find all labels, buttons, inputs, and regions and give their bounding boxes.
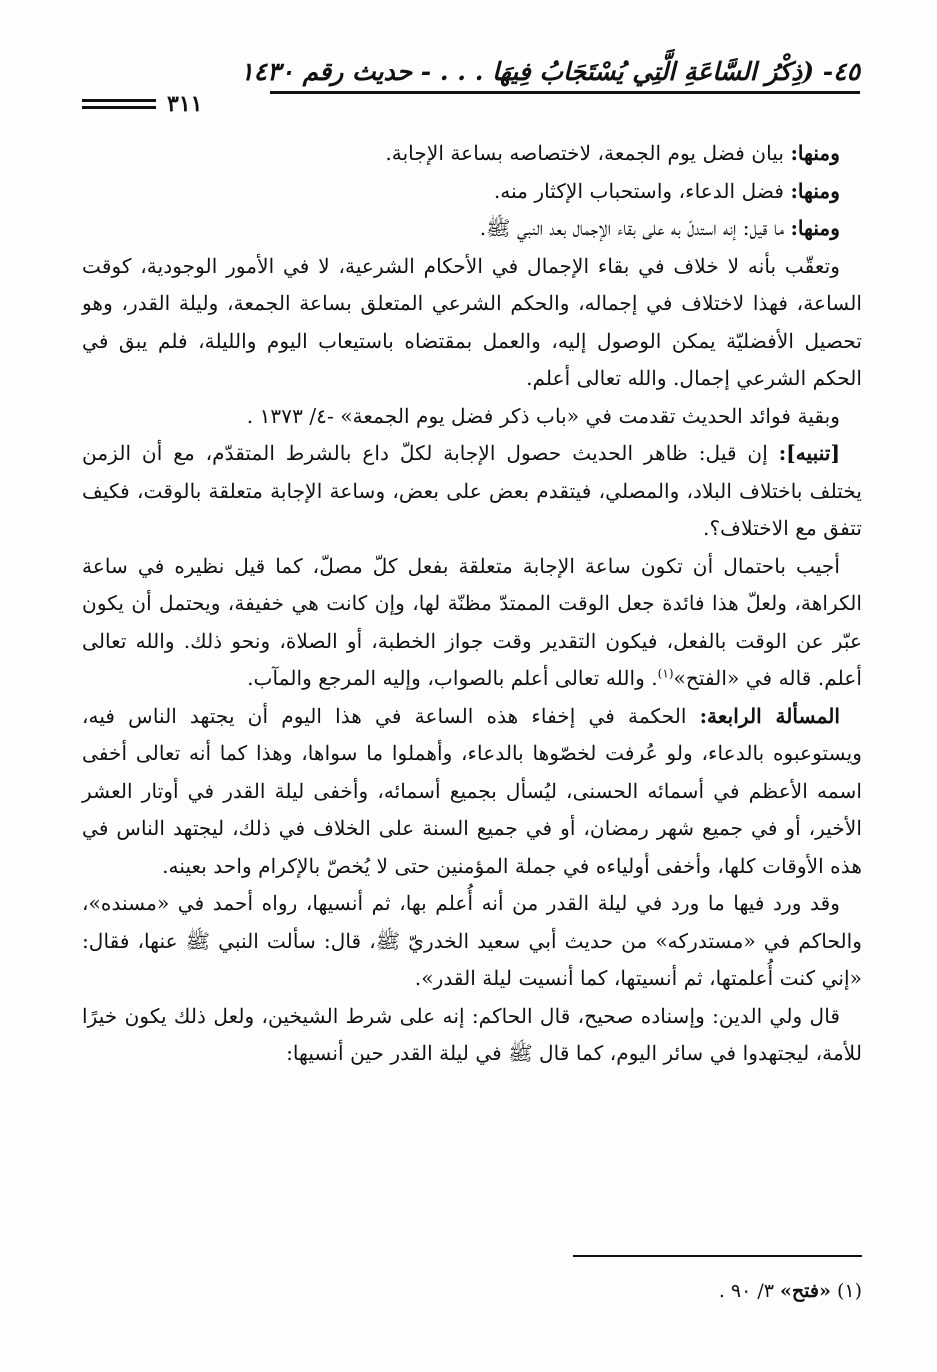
paragraph-lead: ومنها:	[790, 216, 840, 240]
footnote-number: (١)	[836, 1280, 862, 1302]
chapter-title: ٤٥- (ذِكْرُ السَّاعَةِ الَّتِي يُسْتَجَابُ فِيهَا . . . - حديث رقم ١٤٣٠	[240, 57, 860, 86]
paragraph: ومنها: فضل الدعاء، واستحباب الإكثار منه.	[493, 178, 840, 203]
footnote-source: «فتح»	[780, 1280, 831, 1302]
footnote-separator	[573, 1255, 862, 1257]
paragraph: [تنبيه]: إن قيل: ظاهر الحديث حصول الإجابة لكلّ داع بالشرط المتقدّم، مع أن الزمن يختلف باختلاف البلاد، والمصلي، فيتقدم بعض على بعض، وساعة الإجابة متعلقة بالوقت، فكيف تتفق مع الاختلاف؟.	[82, 441, 862, 540]
body-text	[82, 135, 862, 1073]
footnote-ref-text: ٣/ ٩٠ .	[718, 1280, 781, 1302]
page-number: ٣١١	[167, 91, 203, 117]
paragraph-lead: المسألة الرابعة:	[699, 703, 841, 728]
paragraph: قال ولي الدين: وإسناده صحيح، قال الحاكم: إنه على شرط الشيخين، ولعل ذلك يكون خيرًا للأمة، ليجتهدوا في سائر اليوم، كما قال ﷺ في ليلة القدر حين أنسيها:	[82, 1003, 862, 1065]
header-rule-left-top	[82, 99, 156, 102]
footnote	[719, 1276, 862, 1306]
paragraph: المسألة الرابعة: الحكمة في إخفاء هذه الساعة في هذا اليوم أن يجتهد الناس فيه، ويستوعبوه بالدعاء، ولو عُرفت لخصّوها بالدعاء، وأهملوا ما سواها، وهذا كما أنه تعالى أخفى اسمه الأعظم في أسمائه الحسنى، ليُسأل بجميع أسمائه، وأخفى ليلة القدر في أوتار العشر الأخير، أو في جميع شهر رمضان، أو في جميع السنة على الخلاف في ذلك، ليجتهد الناس في هذه الأوقات كلها، وأخفى أولياءه في جملة المؤمنين حتى لا يُخصّ بالإكرام واحد بعينه.	[82, 703, 862, 878]
paragraph-lead: ومنها:	[790, 178, 840, 203]
paragraph: وقد ورد فيها ما ورد في ليلة القدر من أنه أُعلم بها، ثم أنسيها، رواه أحمد في «مسنده»، والحاكم في «مستدركه» من حديث أبي سعيد الخدريّ ﷺ، قال: سألت النبي ﷺ عنها، فقال: «إني كنت أُعلمتها، ثم أنسيتها، كما أنسيت ليلة القدر».	[82, 891, 862, 990]
paragraph: ومنها: ما قيل: إنه استدلّ به على بقاء الإجمال بعد النبي ﷺ.	[479, 216, 840, 240]
paragraph: وبقية فوائد الحديث تقدمت في «باب ذكر فضل يوم الجمعة» -٤/ ١٣٧٣ .	[246, 403, 840, 428]
paragraph-lead: ومنها:	[790, 141, 840, 165]
paragraph-lead: [تنبيه]:	[778, 441, 840, 465]
footnote-ref[interactable]: (١)	[657, 666, 674, 681]
page-header	[82, 55, 860, 115]
paragraph: ومنها: بيان فضل يوم الجمعة، لاختصاصه بساعة الإجابة.	[385, 141, 840, 165]
header-rule	[270, 91, 860, 94]
paragraph: أجيب باحتمال أن تكون ساعة الإجابة متعلقة بفعل كلّ مصلّ، كما قيل نظيره في ساعة الكراهة، ولعلّ هذا فائدة جعل الوقت الممتدّ مظنّة لها، وإن كانت هي خفيفة، ويحتمل أن يكون عبّر عن الوقت بالفعل، فيكون التقدير وقت جواز الخطبة، أو الصلاة، ونحو ذلك. والله تعالى أعلم. قاله في «الفتح»$^{(١)}$. والله تعالى أعلم بالصواب، وإليه المرجع والمآب.	[82, 553, 862, 690]
paragraph: وتعقّب بأنه لا خلاف في بقاء الإجمال في الأحكام الشرعية، لا في الأمور الوجودية، كوقت الساعة، فهذا لاختلاف في إجماله، والحكم الشرعي المتعلق بساعة الجمعة، وليلة القدر، وهو تحصيل الأفضليّة يمكن الوصول إليه، والعمل بمقتضاه باستيعاب اليوم والليلة، فلم يبق في الحكم الشرعي إجمال. والله تعالى أعلم.	[82, 253, 862, 390]
header-rule-left-bottom	[82, 106, 156, 109]
